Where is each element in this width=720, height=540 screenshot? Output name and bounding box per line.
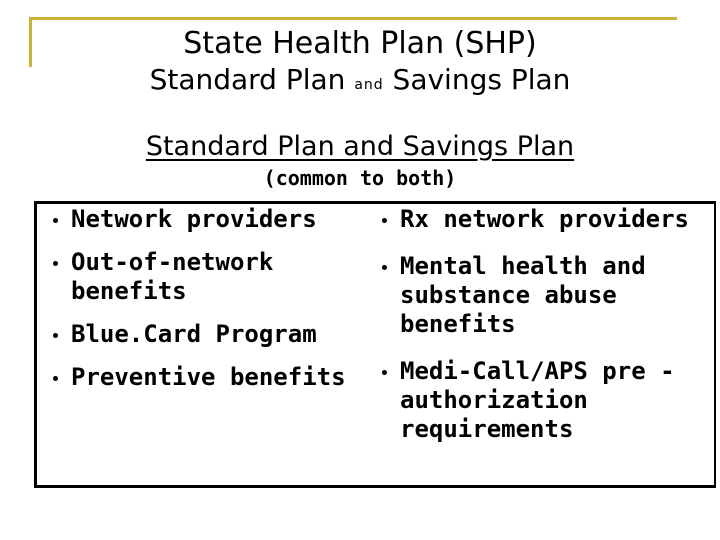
right-benefits-list: [365, 205, 715, 462]
top-accent-line: [29, 17, 677, 20]
subtitle-connector: and: [354, 77, 384, 93]
list-item-rx-network: Rx network providers: [365, 205, 715, 234]
list-item-medi-call: Medi-Call/APS pre -authorization requirements: [365, 357, 715, 444]
slide-title: State Health Plan (SHP): [183, 26, 537, 61]
section-heading: [0, 131, 720, 163]
list-item-out-of-network: Out-of-network benefits: [36, 248, 366, 306]
subtitle-part-1: Standard Plan: [149, 63, 355, 96]
list-item-network-providers: Network providers: [36, 205, 366, 234]
list-item-preventive: Preventive benefits: [36, 363, 366, 392]
subtitle-part-2: Savings Plan: [383, 63, 571, 96]
list-item-mental-health: Mental health and substance abuse benefits: [365, 252, 715, 339]
list-item-bluecard: Blue.Card Program: [36, 320, 366, 349]
slide-subtitle: [0, 63, 720, 102]
left-benefits-list: [36, 205, 366, 406]
common-note: (common to both): [263, 166, 457, 190]
section-heading-text: Standard Plan and Savings Plan: [145, 131, 575, 162]
